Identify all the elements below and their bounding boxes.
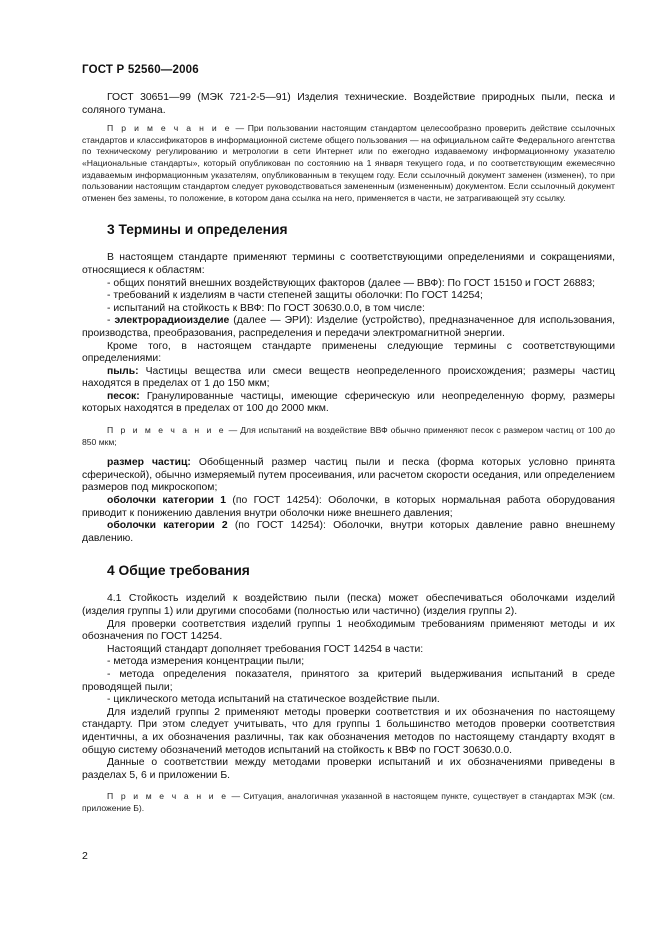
document-header: ГОСТ Р 52560—2006 xyxy=(82,64,199,76)
list-item: - метода определения показателя, принятого за критерий выдерживания испытаний в среде проводящей пыли; xyxy=(82,668,615,693)
term-sand xyxy=(82,391,615,416)
intro-note xyxy=(82,123,615,204)
term-category-2 xyxy=(82,520,615,545)
list-item: - общих понятий внешних воздействующих факторов (далее — ВВФ): По ГОСТ 15150 и ГОСТ 26883; xyxy=(107,277,595,289)
term-definition: (по ГОСТ 14254): Оболочки, внутри которых давление равно внешнему давлению. xyxy=(82,520,615,544)
section-3-additional: Кроме того, в настоящем стандарте применены следующие термины с соответствующими определениями: xyxy=(82,340,615,365)
paragraph: Настоящий стандарт дополняет требования ГОСТ 14254 в части: xyxy=(107,643,424,655)
list-item: - метода измерения концентрации пыли; xyxy=(107,656,305,668)
term-definition: Частицы вещества или смеси веществ неопределенного происхождения; размеры частиц находятся в пределах от 1 до 150 мкм; xyxy=(82,365,615,390)
page-number: 2 xyxy=(82,850,88,862)
term-name: песок: xyxy=(107,390,140,402)
note-text: — При пользовании настоящим стандартом целесообразно проверить действие ссылочных стандартов и классификаторов в информационной системе общего пользования — на официальном сайте Федерального агентства по техническому регулированию и метрологии в сети Интернет или по ежегодно издаваемому информационному указателю «Национальные стандарты», который опубликован по состоянию на 1 января текущего года, и по соответствующим ежемесячно издаваемым информационным указателям, опубликованным в текущем году. Если ссылочный документ заменен (изменен), то при пользовании настоящим стандартом следует руководствоваться замененным (измененным) документом. Если ссылочный документ отменен без замены, то положение, в котором дана ссылка на него, применяется в части, не затрагивающей эту ссылку. xyxy=(82,123,615,203)
note-text: — Для испытаний на воздействие ВВФ обычно применяют песок с размером частиц от 100 до 850 мкм; xyxy=(82,425,615,447)
term-definition: Обобщенный размер частиц пыли и песка (форма которых условно принята сферической), обычно измеряемый путем просеивания, или расчетом скорости оседания, или определением размеров под микроскопом; xyxy=(82,457,615,494)
section-3-title: 3 Термины и определения xyxy=(107,222,288,238)
note-label: П р и м е ч а н и е xyxy=(107,425,226,436)
term-definition: (далее — ЭРИ): Изделие (устройство), предназначенное для использования, производства, преобразования, распределения и передачи электромагнитной энергии. xyxy=(82,315,615,339)
term-name: размер частиц: xyxy=(107,457,191,469)
document-body xyxy=(82,92,615,815)
list-item: - испытаний на стойкость к ВВФ: По ГОСТ 30630.0.0, в том числе: xyxy=(107,302,425,314)
list-item: - требований к изделиям в части степеней защиты оболочки: По ГОСТ 14254; xyxy=(107,290,483,302)
term-name: электрорадиоизделие xyxy=(114,315,230,327)
section-4-note xyxy=(82,791,615,814)
term-definition: Гранулированные частицы, имеющие сферическую или неопределенную форму, размеры которых находятся в пределах от 100 до 2000 мкм. xyxy=(82,390,615,415)
term-dust xyxy=(82,366,615,391)
term-name: оболочки категории 1 xyxy=(107,495,227,507)
paragraph: Для проверки соответствия изделий группы 1 необходимым требованиям применяют методы и их обозначения по ГОСТ 14254. xyxy=(82,618,615,643)
section-3-intro: В настоящем стандарте применяют термины с соответствующими определениями и сокращениями, относящиеся к областям: xyxy=(82,252,615,276)
paragraph: Данные о соответствии между методами проверки испытаний и их обозначениями приведены в разделах 5, 6 и приложении Б. xyxy=(82,757,615,781)
note-text: — Ситуация, аналогичная указанной в настоящем пункте, существует в стандартах МЭК (см. приложение Б). xyxy=(82,791,615,813)
term-definition: (по ГОСТ 14254): Оболочки, в которых нормальная работа оборудования приводит к понижению давления внутри оболочки ниже внешнего давления; xyxy=(82,495,615,519)
term-name: пыль: xyxy=(107,365,139,377)
note-label: П р и м е ч а н и е xyxy=(107,123,232,134)
paragraph: Для изделий группы 2 применяют методы проверки соответствия и их обозначения по настоящему стандарту. При этом следует учитывать, что для группы 1 большинство методов проверки соответствия идентичны, а их обозначения различны, так как обозначения методов по настоящему стандарту входят в общую систему обозначений методов испытаний на стойкость к ВВФ по ГОСТ 30630.0.0. xyxy=(82,706,615,756)
section-4-title: 4 Общие требования xyxy=(107,563,250,579)
note-label: П р и м е ч а н и е xyxy=(107,791,229,802)
list-item: - циклического метода испытаний на статическое воздействие пыли. xyxy=(107,694,440,706)
clause-4-1: 4.1 Стойкость изделий к воздействию пыли (песка) может обеспечиваться оболочками изделий (изделия группы 1) или другими способами (полностью или частично) (изделия группы 2). xyxy=(82,593,615,617)
list-dash: - xyxy=(107,315,115,327)
term-particle-size xyxy=(82,457,615,495)
reference-gost-30651: ГОСТ 30651—99 (МЭК 721-2-5—91) Изделия технические. Воздействие природных пыли, песка и соляного тумана. xyxy=(82,92,615,116)
term-name: оболочки категории 2 xyxy=(107,520,228,532)
term-category-1 xyxy=(82,495,615,520)
term-eri xyxy=(82,315,615,340)
section-3-note xyxy=(82,425,615,448)
